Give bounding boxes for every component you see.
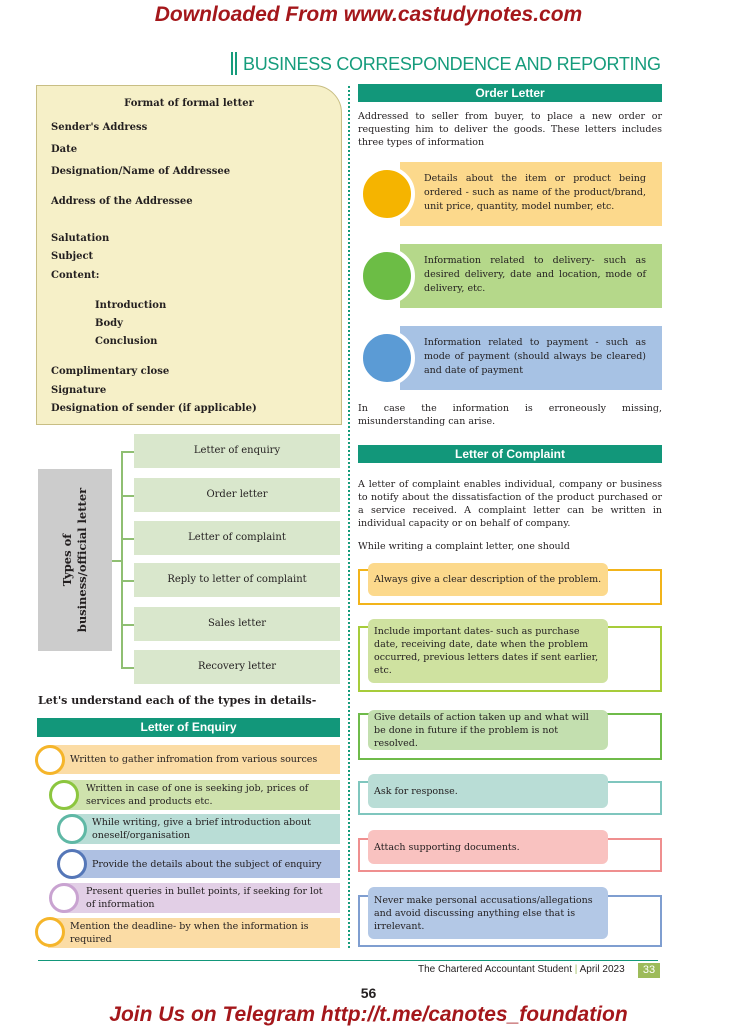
enquiry-item: Mention the deadline- by when the information is required <box>48 918 340 948</box>
bottom-banner: Join Us on Telegram http://t.me/canotes_foundation <box>109 1003 628 1026</box>
format-line: Date <box>51 144 78 155</box>
order-circle-green <box>359 248 415 304</box>
enquiry-item: While writing, give a brief introduction about oneself/organisation <box>70 814 340 844</box>
section-heading: BUSINESS CORRESPONDENCE AND REPORTING <box>231 50 671 78</box>
types-label-box <box>38 469 112 651</box>
complaint-heading: Letter of Complaint <box>358 445 662 463</box>
top-banner: Downloaded From www.castudynotes.com <box>154 3 583 26</box>
format-letter-box <box>36 85 342 425</box>
tree-branch <box>121 624 134 626</box>
format-letter-title: Format of formal letter <box>124 98 254 109</box>
complaint-item: Include important dates- such as purchase date, receiving date, date when the problem occurred, previous letters dates if sent earlier, etc. <box>368 619 608 683</box>
footer-issue: April 2023 <box>579 964 625 975</box>
complaint-item: Attach supporting documents. <box>368 830 608 864</box>
enquiry-ring <box>57 849 87 879</box>
enquiry-ring <box>49 780 79 810</box>
footer-journal-name: The Chartered Accountant Student <box>418 964 572 975</box>
type-item: Sales letter <box>134 607 340 641</box>
complaint-item: Ask for response. <box>368 774 608 808</box>
footer-journal: The Chartered Accountant Student | April 2023 <box>418 964 625 975</box>
footer-rule <box>38 960 658 961</box>
format-line: Body <box>95 318 123 329</box>
format-line: Designation/Name of Addressee <box>51 166 231 177</box>
enquiry-ring <box>49 883 79 913</box>
format-line: Subject <box>51 251 94 262</box>
type-item: Letter of complaint <box>134 521 340 555</box>
order-heading: Order Letter <box>358 84 662 102</box>
tree-branch <box>121 538 134 540</box>
enquiry-heading: Letter of Enquiry <box>37 718 340 737</box>
complaint-item: Always give a clear description of the problem. <box>368 563 608 596</box>
type-item: Reply to letter of complaint <box>134 563 340 597</box>
tree-branch <box>121 495 134 497</box>
page-number: 56 <box>360 985 377 1001</box>
format-line: Salutation <box>51 233 110 244</box>
type-item: Order letter <box>134 478 340 512</box>
types-label-line: business/official letter <box>75 487 89 633</box>
complaint-item: Never make personal accusations/allegations and avoid discussing anything else that is irrelevant. <box>368 887 608 939</box>
footer-journal-page: 33 <box>638 963 660 978</box>
enquiry-item: Written to gather infromation from various sources <box>48 745 340 774</box>
format-line: Introduction <box>95 300 167 311</box>
complaint-lead: While writing a complaint letter, one should <box>358 541 570 552</box>
enquiry-item: Written in case of one is seeking job, prices of services and products etc. <box>62 780 340 810</box>
order-circle-yellow <box>359 166 415 222</box>
lets-understand-heading: Let's understand each of the types in details- <box>38 694 317 707</box>
types-label <box>60 488 90 632</box>
enquiry-ring <box>35 745 65 775</box>
format-line: Content: <box>51 270 100 281</box>
order-intro: Addressed to seller from buyer, to place a new order or requesting him to deliver the goods. These letters includes three types of information <box>358 111 662 148</box>
format-line: Address of the Addressee <box>51 196 193 207</box>
enquiry-item: Provide the details about the subject of enquiry <box>70 850 340 878</box>
order-circle-blue <box>359 330 415 386</box>
format-line: Sender's Address <box>51 122 148 133</box>
format-line: Complimentary close <box>51 366 170 377</box>
type-item: Recovery letter <box>134 650 340 684</box>
tree-branch <box>121 451 134 453</box>
order-item: Information related to delivery- such as desired delivery, date and location, mode of delivery, etc. <box>400 244 662 308</box>
tree-trunk <box>121 451 123 668</box>
type-item: Letter of enquiry <box>134 434 340 468</box>
enquiry-ring <box>57 814 87 844</box>
format-line: Designation of sender (if applicable) <box>51 403 257 414</box>
complaint-item: Give details of action taken up and what will be done in future if the problem is not resolved. <box>368 710 608 750</box>
types-label-line: Types of <box>60 533 74 587</box>
enquiry-ring <box>35 917 65 947</box>
tree-branch <box>121 667 134 669</box>
order-outro: In case the information is erroneously missing, misunderstanding can arise. <box>358 403 662 427</box>
order-item: Details about the item or product being ordered - such as name of the product/brand, unit price, quantity, model number, etc. <box>400 162 662 226</box>
column-divider <box>348 86 350 948</box>
enquiry-item: Present queries in bullet points, if seeking for lot of information <box>62 883 340 913</box>
order-item: Information related to payment - such as mode of payment (should always be cleared) and date of payment <box>400 326 662 390</box>
tree-branch <box>121 580 134 582</box>
format-line: Signature <box>51 385 107 396</box>
format-line: Conclusion <box>95 336 158 347</box>
complaint-intro: A letter of complaint enables individual, company or business to notify about the dissatisfaction of the product purchased or a service received. A complaint letter can be written in individual capacity or on behalf of company. <box>358 479 662 529</box>
